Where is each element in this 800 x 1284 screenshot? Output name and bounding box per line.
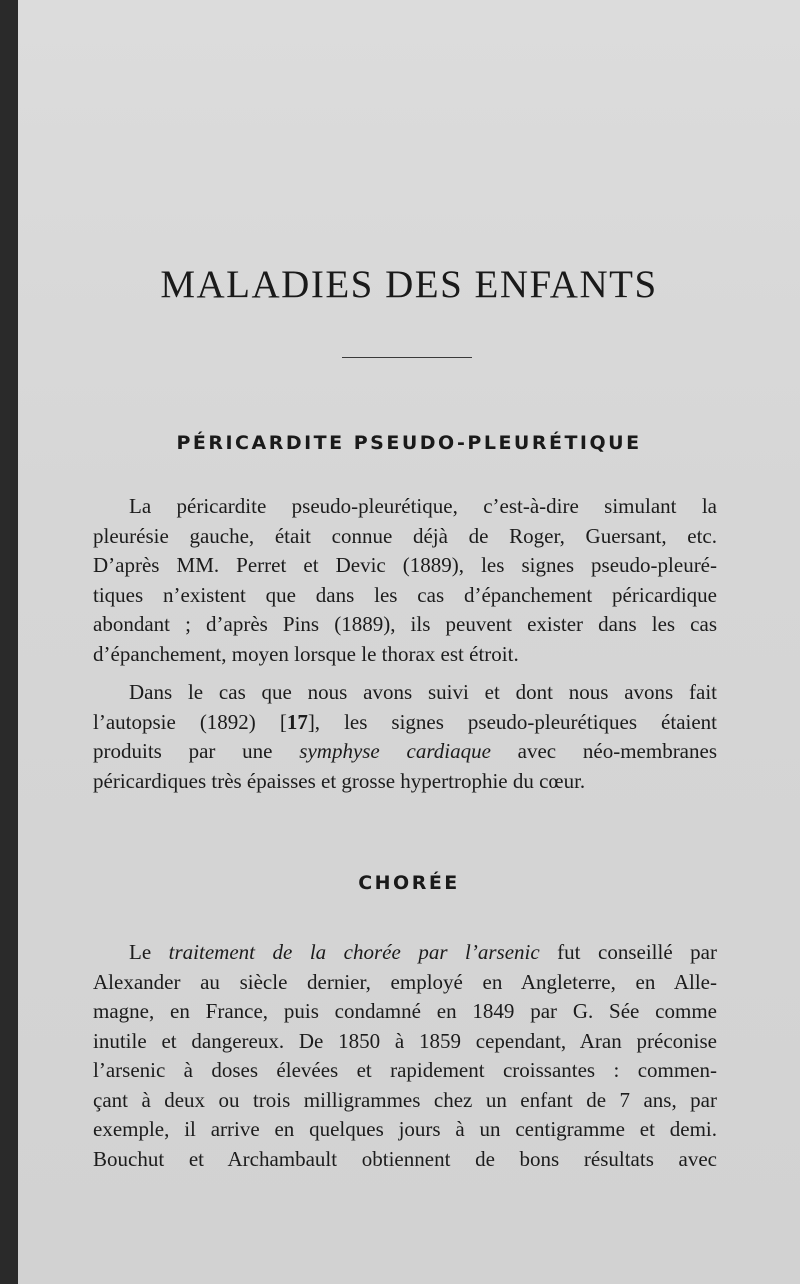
book-page: [18, 0, 800, 1284]
text-line: pleurésie gauche, était connue déjà de Roger, Guersant, etc.: [93, 523, 717, 548]
text-line: abondant ; d’après Pins (1889), ils peuvent exister dans les cas: [93, 612, 717, 636]
paragraph-pericardite-1: [93, 492, 717, 669]
text-line: [93, 737, 717, 767]
italic-term: traitement de la chorée par l’arsenic: [168, 940, 540, 964]
text-run: produits par une: [93, 739, 300, 763]
text-line: D’après MM. Perret et Devic (1889), les signes pseudo-pleuré-: [93, 553, 717, 577]
text-line: magne, en France, puis condamné en 1849 par G. Sée comme: [93, 999, 717, 1023]
text-run: ], les signes pseudo-pleurétiques étaient: [307, 709, 717, 734]
section-heading-choree: CHORÉE: [358, 872, 460, 894]
text-line: tiques n’existent que dans les cas d’épanchement péricardique: [93, 582, 717, 607]
text-line: La péricardite pseudo-pleurétique, c’est-à-dire simulant la: [129, 494, 717, 518]
title-rule: [342, 357, 472, 358]
text-line: l’arsenic à doses élevées et rapidement croissantes : commen-: [93, 1058, 717, 1082]
text-run: fut conseillé par: [539, 940, 717, 964]
section-heading-pericardite: PÉRICARDITE PSEUDO-PLEURÉTIQUE: [176, 432, 642, 454]
text-line: exemple, il arrive en quelques jours à un centigramme et demi.: [93, 1117, 717, 1141]
text-run: l’autopsie (1892) [: [93, 709, 287, 734]
text-line: d’épanchement, moyen lorsque le thorax est étroit.: [93, 641, 519, 666]
text-run: Le: [129, 940, 169, 964]
italic-term: symphyse cardiaque: [299, 739, 491, 763]
text-line: çant à deux ou trois milligrammes chez un enfant de 7 ans, par: [93, 1087, 717, 1112]
chapter-title: MALADIES DES ENFANTS: [160, 263, 658, 306]
text-line: inutile et dangereux. De 1850 à 1859 cependant, Aran préconise: [93, 1028, 717, 1053]
text-line: péricardiques très épaisses et grosse hypertrophie du cœur.: [93, 768, 586, 793]
reference-number: 17: [286, 709, 308, 734]
text-line: Bouchut et Archambault obtiennent de bons résultats avec: [93, 1146, 717, 1171]
text-run: avec néo-membranes: [490, 739, 717, 763]
text-line: [93, 938, 717, 968]
text-line: [93, 708, 717, 738]
paragraph-pericardite-2: [93, 678, 717, 796]
text-line: Alexander au siècle dernier, employé en Angleterre, en Alle-: [93, 969, 717, 994]
text-line: Dans le cas que nous avons suivi et dont nous avons fait: [129, 680, 717, 704]
paragraph-choree: [93, 938, 717, 1174]
